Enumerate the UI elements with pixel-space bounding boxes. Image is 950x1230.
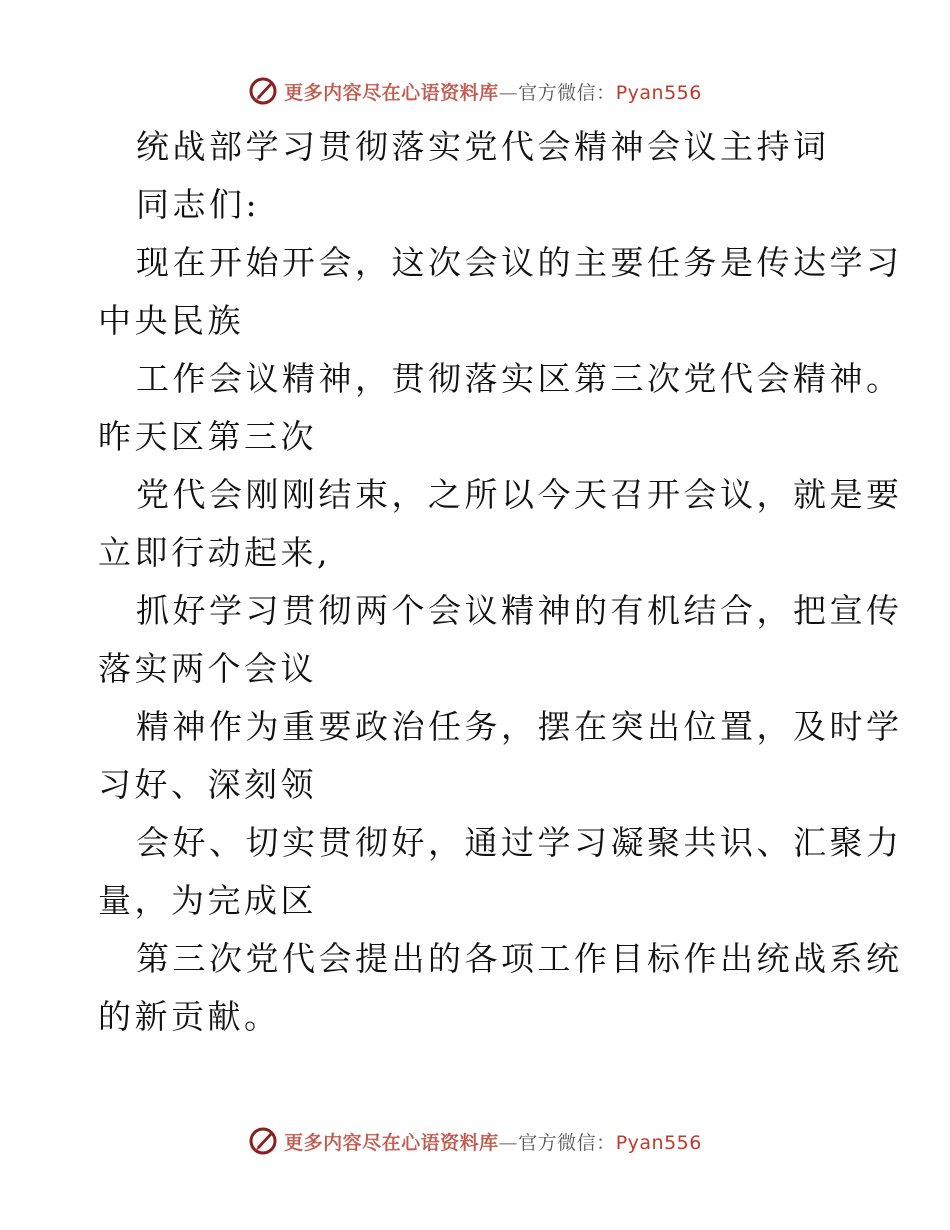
paragraph-line: 中央民族	[98, 301, 244, 340]
footer-separator: —	[498, 1131, 519, 1154]
paragraph-line: 党代会刚刚结束，之所以今天召开会议，就是要	[136, 475, 903, 514]
header-watermark-text	[284, 78, 702, 105]
header-contact-label: 官方微信：	[518, 81, 616, 104]
paragraph-line: 的新贡献。	[98, 997, 281, 1036]
paragraph-line: 会好、切实贯彻好，通过学习凝聚共识、汇聚力	[136, 823, 903, 862]
quill-pen-logo-icon	[248, 1126, 278, 1156]
footer-watermark-content	[248, 1126, 702, 1156]
paragraph-line: 立即行动起来,	[98, 533, 331, 572]
header-watermark-banner	[0, 71, 950, 111]
document-title: 统战部学习贯彻落实党代会精神会议主持词	[136, 127, 830, 166]
paragraph-line: 精神作为重要政治任务，摆在突出位置，及时学	[136, 707, 903, 746]
paragraph-line: 落实两个会议	[98, 649, 317, 688]
footer-watermark-banner	[0, 1121, 950, 1161]
paragraph-line: 工作会议精神，贯彻落实区第三次党代会精神。	[136, 359, 903, 398]
footer-contact-label: 官方微信：	[518, 1131, 616, 1154]
document-body	[98, 118, 903, 1046]
paragraph-line: 量，为完成区	[98, 881, 317, 920]
paragraph-line: 习好、深刻领	[98, 765, 317, 804]
header-watermark-content	[248, 76, 702, 106]
footer-site-name: 更多内容尽在心语资料库	[284, 1131, 499, 1154]
header-contact-id: Pyan556	[615, 81, 702, 104]
paragraph-line: 抓好学习贯彻两个会议精神的有机结合，把宣传	[136, 591, 903, 630]
header-site-name: 更多内容尽在心语资料库	[284, 81, 499, 104]
document-greeting: 同志们:	[136, 185, 261, 224]
footer-watermark-text	[284, 1128, 702, 1155]
paragraph-line: 现在开始开会，这次会议的主要任务是传达学习	[136, 243, 903, 282]
paragraph-line: 昨天区第三次	[98, 417, 317, 456]
paragraph-line: 第三次党代会提出的各项工作目标作出统战系统	[136, 939, 903, 978]
quill-pen-logo-icon	[248, 76, 278, 106]
header-separator: —	[498, 81, 519, 104]
footer-contact-id: Pyan556	[615, 1131, 702, 1154]
